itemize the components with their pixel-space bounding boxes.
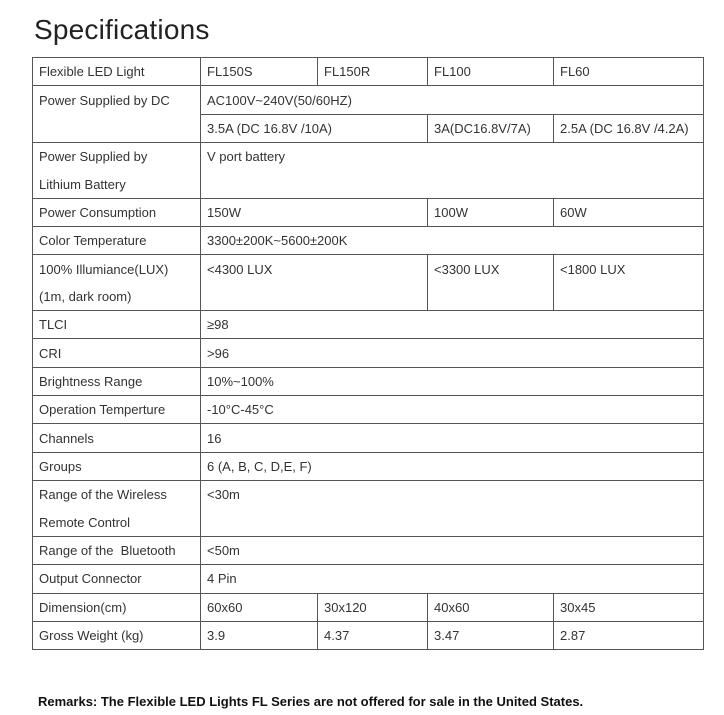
- table-row: [33, 339, 704, 367]
- lux-fl150: <4300 LUX: [201, 255, 428, 283]
- row-label-temperature: Operation Temperture: [33, 396, 201, 424]
- table-row: [33, 227, 704, 255]
- temperature-value: -10°C-45°C: [201, 396, 704, 424]
- table-row: [33, 481, 704, 509]
- row-label-power: Power Consumption: [33, 198, 201, 226]
- row-label-dimension: Dimension(cm): [33, 593, 201, 621]
- lithium-value-empty: [201, 170, 704, 198]
- specifications-table: [32, 57, 704, 650]
- bluetooth-value: <50m: [201, 536, 704, 564]
- row-label-bluetooth: Range of the Bluetooth: [33, 536, 201, 564]
- row-label-lux-1: 100% Illumiance(LUX): [33, 255, 201, 283]
- power-fl150: 150W: [201, 198, 428, 226]
- page-title: Specifications: [34, 14, 210, 45]
- weight-fl100: 3.47: [428, 621, 554, 649]
- row-label-brightness: Brightness Range: [33, 367, 201, 395]
- cri-value: >96: [201, 339, 704, 367]
- weight-fl150s: 3.9: [201, 621, 318, 649]
- table-row: [33, 536, 704, 564]
- row-label-groups: Groups: [33, 452, 201, 480]
- wireless-value-empty: [201, 509, 704, 537]
- table-row: [33, 621, 704, 649]
- header-model-fl100: FL100: [428, 58, 554, 86]
- row-label-dc: Power Supplied by DC: [33, 86, 201, 114]
- table-row-header: [33, 58, 704, 86]
- row-label-lithium-1: Power Supplied by: [33, 143, 201, 171]
- groups-value: 6 (A, B, C, D,E, F): [201, 452, 704, 480]
- row-label-cri: CRI: [33, 339, 201, 367]
- table-row: [33, 509, 704, 537]
- table-row: [33, 283, 704, 311]
- header-model-fl60: FL60: [554, 58, 704, 86]
- table-row: [33, 143, 704, 171]
- lux-fl100: <3300 LUX: [428, 255, 554, 283]
- row-label-weight: Gross Weight (kg): [33, 621, 201, 649]
- lux-fl60-empty: [554, 283, 704, 311]
- table-row: [33, 170, 704, 198]
- connector-value: 4 Pin: [201, 565, 704, 593]
- row-label-wireless-2: Remote Control: [33, 509, 201, 537]
- header-model-fl150r: FL150R: [318, 58, 428, 86]
- tlci-value: ≥98: [201, 311, 704, 339]
- lux-fl150-empty: [201, 283, 428, 311]
- table-row: [33, 86, 704, 114]
- table-row: [33, 367, 704, 395]
- power-fl100: 100W: [428, 198, 554, 226]
- row-label-cct: Color Temperature: [33, 227, 201, 255]
- table-row: [33, 198, 704, 226]
- dimension-fl150r: 30x120: [318, 593, 428, 621]
- dc-current-fl100: 3A(DC16.8V/7A): [428, 114, 554, 142]
- weight-fl60: 2.87: [554, 621, 704, 649]
- cct-value: 3300±200K~5600±200K: [201, 227, 704, 255]
- row-label-lux-2: (1m, dark room): [33, 283, 201, 311]
- row-label-connector: Output Connector: [33, 565, 201, 593]
- row-label-tlci: TLCI: [33, 311, 201, 339]
- table-row: [33, 255, 704, 283]
- table-row: [33, 396, 704, 424]
- table-row: [33, 311, 704, 339]
- dimension-fl150s: 60x60: [201, 593, 318, 621]
- table-row: [33, 565, 704, 593]
- dc-current-fl150: 3.5A (DC 16.8V /10A): [201, 114, 428, 142]
- weight-fl150r: 4.37: [318, 621, 428, 649]
- channels-value: 16: [201, 424, 704, 452]
- table-row: [33, 593, 704, 621]
- remarks-note: Remarks: The Flexible LED Lights FL Series are not offered for sale in the United States.: [38, 694, 584, 709]
- wireless-value: <30m: [201, 481, 704, 509]
- dimension-fl60: 30x45: [554, 593, 704, 621]
- brightness-value: 10%~100%: [201, 367, 704, 395]
- lux-fl60: <1800 LUX: [554, 255, 704, 283]
- dc-voltage-value: AC100V~240V(50/60HZ): [201, 86, 704, 114]
- power-fl60: 60W: [554, 198, 704, 226]
- lithium-value: V port battery: [201, 143, 704, 171]
- row-label-channels: Channels: [33, 424, 201, 452]
- header-label: Flexible LED Light: [33, 58, 201, 86]
- row-label-dc-empty: [33, 114, 201, 142]
- dimension-fl100: 40x60: [428, 593, 554, 621]
- row-label-lithium-2: Lithium Battery: [33, 170, 201, 198]
- lux-fl100-empty: [428, 283, 554, 311]
- table-row: [33, 452, 704, 480]
- table-row: [33, 424, 704, 452]
- header-model-fl150s: FL150S: [201, 58, 318, 86]
- dc-current-fl60: 2.5A (DC 16.8V /4.2A): [554, 114, 704, 142]
- row-label-wireless-1: Range of the Wireless: [33, 481, 201, 509]
- table-row: [33, 114, 704, 142]
